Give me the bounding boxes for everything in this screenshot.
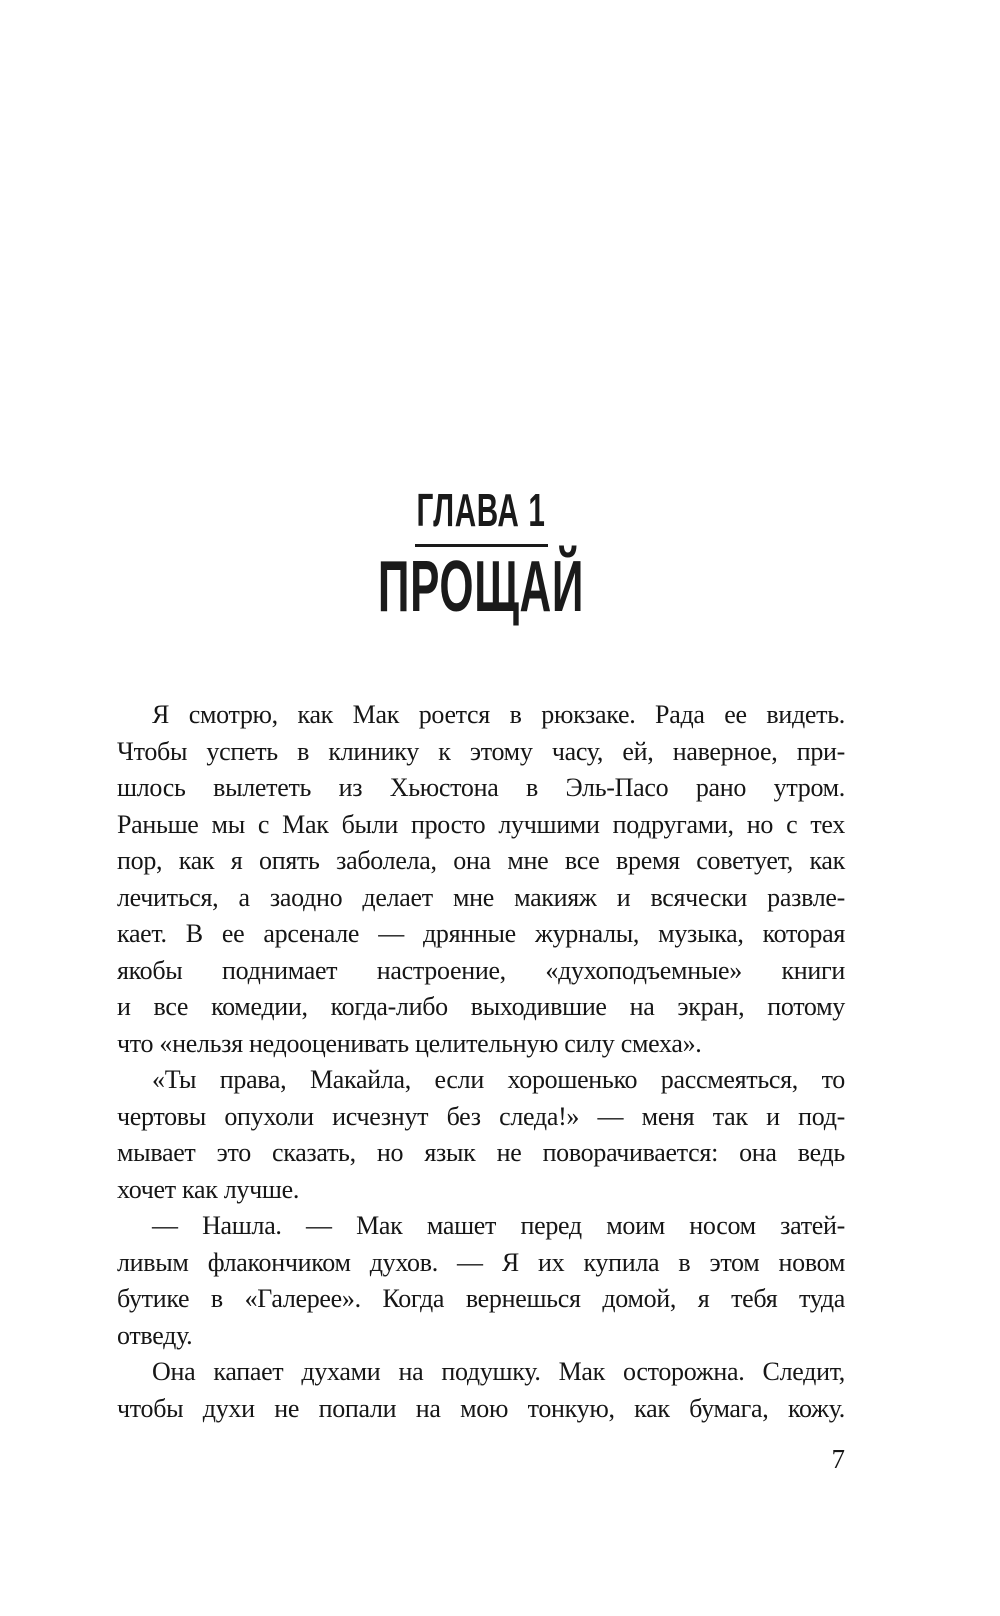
text-line: шлось вылететь из Хьюстона в Эль-Пасо рано утром. [117, 773, 845, 802]
text-line: мывает это сказать, но язык не поворачивается: она ведь [117, 1138, 845, 1167]
text-line: что «нельзя недооценивать целительную силу смеха». [117, 1028, 702, 1058]
text-line: лечиться, а заодно делает мне макияж и всячески развле- [117, 882, 845, 912]
text-line: хочет как лучше. [117, 1174, 300, 1204]
text-line: — Нашла. — Мак машет перед моим носом затей- [152, 1211, 845, 1240]
paragraph [117, 1208, 845, 1354]
text-line: Я смотрю, как Мак роется в рюкзаке. Рада ее видеть. [152, 700, 845, 729]
text-line: кает. В ее арсенале — дрянные журналы, музыка, которая [117, 919, 845, 948]
text-line: Она капает духами на подушку. Мак осторожна. Следит, [152, 1357, 845, 1386]
chapter-title: ПРОЩАЙ [377, 547, 585, 627]
chapter-number: ГЛАВА 1 [416, 484, 546, 536]
text-line: «Ты права, Макайла, если хорошенько рассмеяться, то [152, 1065, 845, 1094]
text-line: Раньше мы с Мак были просто лучшими подругами, но с тех [117, 809, 845, 839]
text-line: ливым флакончиком духов. — Я их купила в этом новом [117, 1247, 845, 1277]
text-line: якобы поднимает настроение, «духоподъемные» книги [117, 955, 845, 985]
text-line: Чтобы успеть в клинику к этому часу, ей, наверное, при- [117, 736, 845, 766]
text-line: чтобы духи не попали на мою тонкую, как бумага, кожу. [117, 1393, 845, 1423]
paragraph [117, 697, 845, 1062]
page-number: 7 [831, 1444, 845, 1474]
text-line: пор, как я опять заболела, она мне все время советует, как [117, 846, 845, 875]
text-line: бутике в «Галерее». Когда вернешься домой, я тебя туда [117, 1284, 845, 1313]
text-line: отведу. [117, 1320, 193, 1350]
text-line: и все комедии, когда-либо выходившие на экран, потому [117, 992, 845, 1021]
paragraph [117, 1062, 845, 1208]
body-text [117, 697, 845, 1427]
paragraph [117, 1354, 845, 1427]
text-line: чертовы опухоли исчезнут без следа!» — меня так и под- [117, 1101, 845, 1131]
